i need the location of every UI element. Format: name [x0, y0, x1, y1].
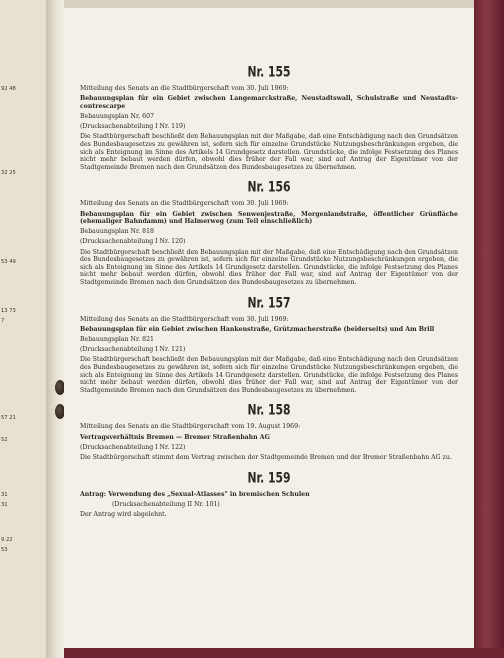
section-number: Nr. 157	[247, 294, 291, 311]
margin-number: 92 48	[1, 86, 16, 92]
section-number: Nr. 158	[247, 402, 291, 419]
section-body: Die Stadtbürgerschaft beschließt den Bebauungsplan mit der Maßgabe, daß eine Entschädigung nach den Grundsätzen des Bundesbaugesetzes zu gewähren ist, sofern sich für einzelne Grundstücke Nutzungsbeschränkungen ergeben, die sich als Enteignung im Sinne des Artikels 14 Grundgesetz darstellen. Grundstücke, die infolge Festsetzung des Planes nicht mehr bebaut werden dürfen, obwohl dies früher der Fall war, sind auf Antrag der Eigentümer von der Stadtgemeinde Bremen nach den Grundsätzen des Bundesbaugesetzes zu übernehmen.	[80, 248, 458, 287]
section-drucksache: (Drucksachenabteilung I Nr. 120)	[80, 238, 186, 246]
book-spine	[46, 0, 64, 658]
section-intro: Mitteilung des Senats an die Stadtbürgerschaft vom 19. August 1969:	[80, 423, 301, 431]
section-intro: Mitteilung des Senats an die Stadtbürgerschaft vom 30. Juli 1969:	[80, 85, 289, 92]
section-subject: Antrag: Verwendung des „Sexual-Atlasses" in bremischen Schulen	[80, 490, 310, 498]
section-plan: Bebauungsplan Nr. 818	[80, 228, 154, 236]
section-intro: Mitteilung des Senats an die Stadtbürgerschaft vom 30. Juli 1969:	[80, 315, 289, 323]
section-body: Der Antrag wird abgelehnt.	[80, 510, 167, 518]
margin-number: 31	[1, 492, 8, 498]
margin-number: 32 25	[1, 170, 16, 176]
section-drucksache: (Drucksachenabteilung I Nr. 119)	[80, 123, 186, 131]
section-drucksache: (Drucksachenabteilung I Nr. 121)	[80, 346, 186, 354]
book-cover-bottom	[64, 648, 504, 658]
section-subject: Vertragsverhältnis Bremen — Bremer Straßenbahn AG	[80, 433, 270, 441]
section-number: Nr. 155	[247, 63, 291, 81]
margin-number: 13 73	[1, 308, 16, 314]
margin-number: 57 21	[1, 415, 16, 421]
section-drucksache: (Drucksachenabteilung I Nr. 122)	[80, 443, 186, 451]
page-content	[80, 60, 458, 521]
section-drucksache: (Drucksachenabteilung II Nr. 101)	[112, 500, 220, 508]
section-number: Nr. 159	[247, 469, 291, 486]
section-subject: Bebauungsplan für ein Gebiet zwischen Langemarckstraße, Neustadtswall, Schulstraße und Neustadts-contrescarpe	[80, 95, 458, 110]
section-number: Nr. 156	[247, 179, 291, 196]
section-body: Die Stadtbürgerschaft stimmt dem Vertrag zwischen der Stadtgemeinde Bremen und der Bremer Straßenbahn AG zu.	[80, 453, 452, 461]
margin-number: 9 22	[1, 537, 13, 543]
section-body: Die Stadtbürgerschaft beschließt den Bebauungsplan mit der Maßgabe, daß eine Entschädigung nach den Grundsätzen des Bundesbaugesetzes zu gewähren ist, sofern sich für einzelne Grundstücke Nutzungsbeschränkungen ergeben, die sich als Enteignung im Sinne des Artikels 14 Grundgesetz darstellen. Grundstücke, die infolge Festsetzung des Planes nicht mehr bebaut werden dürfen, obwohl dies früher der Fall war, sind auf Antrag der Eigentümer von der Stadtgemeinde Bremen nach den Grundsätzen des Bundesbaugesetzes zu übernehmen.	[80, 133, 458, 171]
margin-number: 53 49	[1, 259, 16, 265]
margin-number: 7	[1, 318, 5, 324]
left-facing-page	[0, 0, 47, 658]
margin-number: 31	[1, 502, 8, 508]
section-plan: Bebauungsplan Nr. 821	[80, 336, 154, 343]
section-intro: Mitteilung des Senats an die Stadtbürgerschaft vom 30. Juli 1969:	[80, 200, 289, 208]
margin-number: 53	[1, 547, 8, 553]
book-cover-edge	[474, 0, 504, 658]
section-body: Die Stadtbürgerschaft beschließt den Bebauungsplan mit der Maßgabe, daß eine Entschädigung nach den Grundsätzen des Bundesbaugesetzes zu gewähren ist, sofern sich für einzelne Grundstücke Nutzungsbeschränkungen ergeben, die sich als Enteignung im Sinne des Artikels 14 Grundgesetz darstellen. Grundstücke, die infolge Festsetzung des Planes nicht mehr bebaut werden dürfen, obwohl dies früher der Fall war, sind auf Antrag der Eigentümer von der Stadtgemeinde Bremen nach den Grundsätzen des Bundesbaugesetzes zu übernehmen.	[80, 356, 458, 394]
margin-number: 52	[1, 437, 8, 443]
section-plan: Bebauungsplan Nr. 607	[80, 112, 154, 120]
section-subject: Bebauungsplan für ein Gebiet zwischen Hankenstraße, Grützmacherstraße (beiderseits) und Am Brill	[80, 325, 435, 333]
section-subject: Bebauungsplan für ein Gebiet zwischen Senwenjestraße, Morgenlandstraße, öffentlicher Grünfläche (ehemaliger Bahndamm) und Halmerweg (zum Teil einschließlich)	[80, 210, 458, 226]
